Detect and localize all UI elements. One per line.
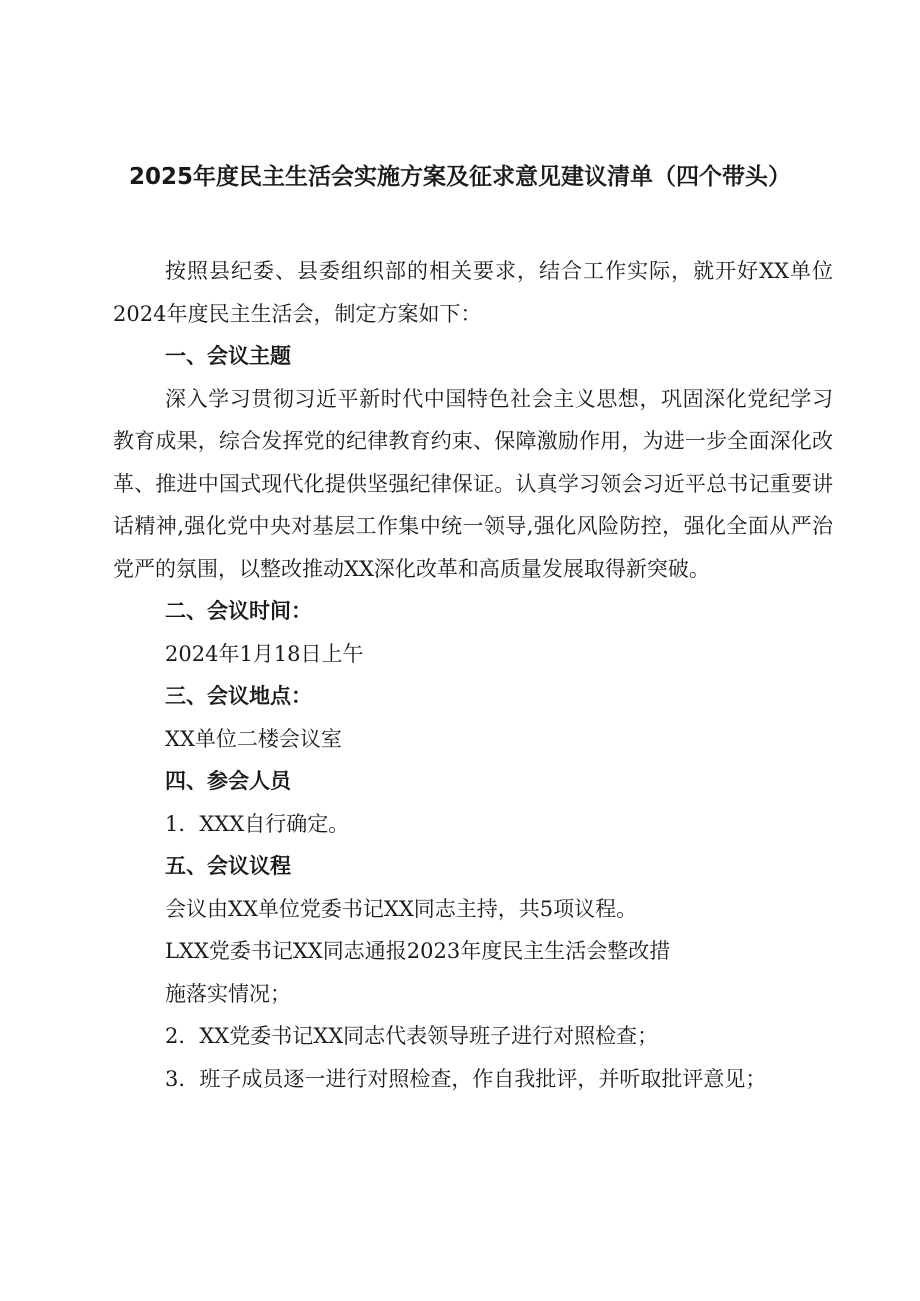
section-heading-theme: 一、会议主题	[165, 344, 291, 368]
agenda-item-2: 2．XX党委书记XX同志代表领导班子进行对照检查；	[165, 1024, 659, 1048]
document-title: 2025年度民主生活会实施方案及征求意见建议清单（四个带头）	[128, 164, 791, 190]
agenda-intro: 会议由XX单位党委书记XX同志主持，共5项议程。	[165, 896, 638, 921]
agenda-item-1-line-2: 施落实情况；	[165, 981, 291, 1006]
section-heading-time: 二、会议时间：	[165, 599, 312, 623]
section-heading-agenda: 五、会议议程	[165, 854, 291, 878]
theme-paragraph: 深入学习贯彻习近平新时代中国特色社会主义思想，巩固深化党纪学习教育成果，综合发挥党的纪律教育约束、保障激励作用，为进一步全面深化改革、推进中国式现代化提供坚强纪律保证。认真学习领会习近平总书记重要讲话精神,强化党中央对基层工作集中统一领导,强化风险防控，强化全面从严治党严的氛围，以整改推动XX深化改革和高质量发展取得新突破。	[113, 386, 833, 581]
meeting-place: XX单位二楼会议室	[165, 726, 342, 751]
agenda-item-3: 3．班子成员逐一进行对照检查，作自我批评，并听取批评意见；	[165, 1066, 767, 1091]
document-body	[113, 250, 833, 1100]
section-heading-attendees: 四、参会人员	[165, 769, 291, 793]
section-heading-place: 三、会议地点：	[165, 684, 312, 708]
attendees-item: 1．XXX自行确定。	[165, 811, 350, 836]
intro-paragraph: 按照县纪委、县委组织部的相关要求，结合工作实际，就开好XX单位2024年度民主生活会，制定方案如下：	[113, 259, 833, 326]
agenda-item-1-line-1: LXX党委书记XX同志通报2023年度民主生活会整改措	[165, 939, 671, 963]
meeting-time: 2024年1月18日上午	[165, 641, 364, 666]
